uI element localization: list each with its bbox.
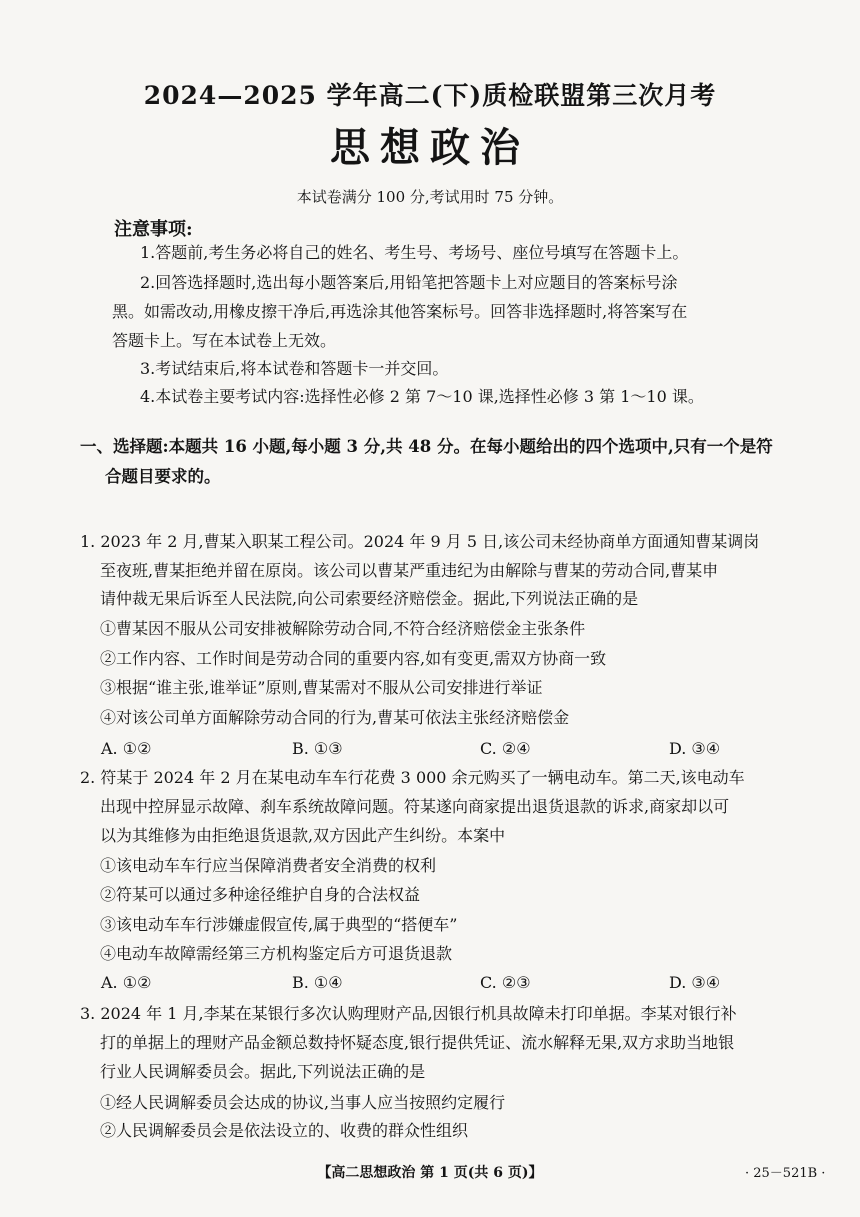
notice-item-2-line-1: 2.回答选择题时,选出每小题答案后,用铅笔把答题卡上对应题目的答案标号涂 xyxy=(140,273,678,292)
q3-stem-line-2: 打的单据上的理财产品金额总数持怀疑态度,银行提供凭证、流水解释无果,双方求助当地银 xyxy=(100,1033,735,1052)
section-heading-line-1: 一、选择题:本题共 16 小题,每小题 3 分,共 48 分。在每小题给出的四个选项中,只有一个是符 xyxy=(80,437,773,456)
q1-option-b: B. ①③ xyxy=(292,739,343,758)
exam-title: 2024—2025 学年高二(下)质检联盟第三次月考 xyxy=(143,81,717,110)
q2-statement-4: ④电动车故障需经第三方机构鉴定后方可退货退款 xyxy=(100,944,453,963)
notice-item-1: 1.答题前,考生务必将自己的姓名、考生号、考场号、座位号填写在答题卡上。 xyxy=(140,243,689,262)
notice-heading: 注意事项: xyxy=(114,219,193,240)
q2-statement-2: ②符某可以通过多种途径维护自身的合法权益 xyxy=(100,885,421,904)
q2-option-c: C. ②③ xyxy=(480,973,531,992)
q1-stem-line-1: 1. 2023 年 2 月,曹某入职某工程公司。2024 年 9 月 5 日,该公司未经协商单方面通知曹某调岗 xyxy=(80,532,760,551)
q2-stem-line-3: 以为其维修为由拒绝退货退款,双方因此产生纠纷。本案中 xyxy=(100,826,506,845)
q1-statement-1: ①曹某因不服从公司安排被解除劳动合同,不符合经济赔偿金主张条件 xyxy=(100,619,586,638)
q2-statement-1: ①该电动车车行应当保障消费者安全消费的权利 xyxy=(100,856,437,875)
q1-statement-2: ②工作内容、工作时间是劳动合同的重要内容,如有变更,需双方协商一致 xyxy=(100,649,607,668)
q3-stem-line-1: 3. 2024 年 1 月,李某在某银行多次认购理财产品,因银行机具故障未打印单据。李某对银行补 xyxy=(80,1004,737,1023)
q1-stem-line-2: 至夜班,曹某拒绝并留在原岗。该公司以曹某严重违纪为由解除与曹某的劳动合同,曹某申 xyxy=(100,561,719,580)
page-footer: 【高二思想政治 第 1 页(共 6 页)】 xyxy=(317,1165,543,1181)
q3-statement-1: ①经人民调解委员会达成的协议,当事人应当按照约定履行 xyxy=(100,1093,506,1112)
q2-option-d: D. ③④ xyxy=(669,973,721,992)
section-heading xyxy=(80,432,800,492)
q2-stem-line-2: 出现中控屏显示故障、刹车系统故障问题。符某遂向商家提出退货退款的诉求,商家却以可 xyxy=(100,797,730,816)
section-heading-line-2: 合题目要求的。 xyxy=(105,467,221,486)
notice-item-3: 3.考试结束后,将本试卷和答题卡一并交回。 xyxy=(140,359,449,378)
subject-title: 思想政治 xyxy=(330,124,530,171)
score-time-line: 本试卷满分 100 分,考试用时 75 分钟。 xyxy=(296,188,564,206)
q2-statement-3: ③该电动车车行涉嫌虚假宣传,属于典型的“搭便车” xyxy=(100,915,458,934)
q2-option-b: B. ①④ xyxy=(292,973,343,992)
q1-statement-3: ③根据“谁主张,谁举证”原则,曹某需对不服从公司安排进行举证 xyxy=(100,678,543,697)
notice-item-2-line-2: 黑。如需改动,用橡皮擦干净后,再选涂其他答案标号。回答非选择题时,将答案写在 xyxy=(112,302,688,321)
q3-stem-line-3: 行业人民调解委员会。据此,下列说法正确的是 xyxy=(100,1062,426,1081)
q2-option-a: A. ①② xyxy=(101,973,152,992)
q1-option-a: A. ①② xyxy=(101,739,152,758)
notice-item-2-line-3: 答题卡上。写在本试卷上无效。 xyxy=(112,331,337,350)
paper-code: · 25－521B · xyxy=(745,1166,826,1181)
q1-option-c: C. ②④ xyxy=(480,739,531,758)
notice-item-4: 4.本试卷主要考试内容:选择性必修 2 第 7～10 课,选择性必修 3 第 1～10 课。 xyxy=(140,387,704,406)
q1-option-d: D. ③④ xyxy=(669,739,721,758)
q2-stem-line-1: 2. 符某于 2024 年 2 月在某电动车车行花费 3 000 余元购买了一辆电动车。第二天,该电动车 xyxy=(80,768,745,787)
q1-statement-4: ④对该公司单方面解除劳动合同的行为,曹某可依法主张经济赔偿金 xyxy=(100,708,570,727)
q3-statement-2: ②人民调解委员会是依法设立的、收费的群众性组织 xyxy=(100,1121,469,1140)
q1-stem-line-3: 请仲裁无果后诉至人民法院,向公司索要经济赔偿金。据此,下列说法正确的是 xyxy=(100,589,639,608)
